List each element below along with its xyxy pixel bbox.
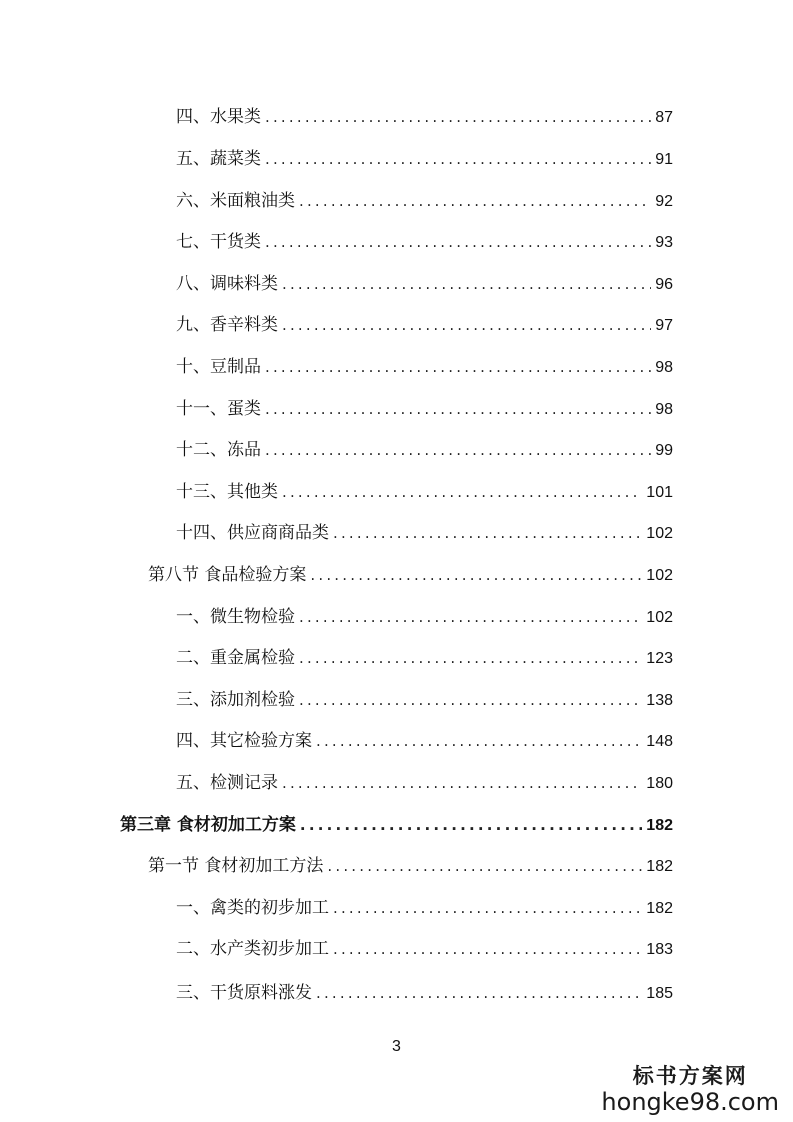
toc-entry-page: 98 [655, 401, 673, 418]
toc-leader-dots [299, 689, 642, 711]
toc-entry-label: 八、调味料类 [176, 274, 278, 294]
toc-section-entry[interactable] [148, 855, 673, 878]
toc-entry-label: 六、米面粮油类 [176, 191, 295, 211]
toc-leader-dots [265, 148, 651, 170]
toc-leader-dots [282, 314, 651, 336]
toc-entry[interactable] [176, 647, 673, 670]
toc-entry[interactable] [176, 439, 673, 462]
toc-entry[interactable] [176, 106, 673, 129]
toc-entry[interactable] [176, 730, 673, 753]
toc-entry[interactable] [176, 398, 673, 421]
toc-entry-label: 第八节 食品检验方案 [148, 565, 307, 585]
toc-entry[interactable] [176, 689, 673, 712]
toc-entry[interactable] [176, 190, 673, 213]
toc-leader-dots [333, 897, 642, 919]
toc-entry-page: 101 [646, 484, 673, 501]
toc-entry[interactable] [176, 982, 673, 1005]
toc-leader-dots [282, 772, 642, 794]
toc-entry-label: 十二、冻品 [176, 440, 261, 460]
toc-entry[interactable] [176, 772, 673, 795]
toc-section-entry[interactable] [148, 564, 673, 587]
toc-entry-page: 96 [655, 276, 673, 293]
toc-entry-page: 183 [646, 941, 673, 958]
toc-entry-label: 一、微生物检验 [176, 607, 295, 627]
toc-entry-label: 三、添加剂检验 [176, 690, 295, 710]
watermark-url: hongke98.com [601, 1088, 779, 1116]
toc-entry-page: 185 [646, 985, 673, 1002]
toc-entry-label: 七、干货类 [176, 232, 261, 252]
toc-entry[interactable] [176, 314, 673, 337]
toc-entry-page: 182 [646, 858, 673, 875]
site-watermark [601, 1060, 779, 1114]
toc-leader-dots [265, 106, 651, 128]
toc-entry-page: 99 [655, 442, 673, 459]
toc-leader-dots [333, 522, 642, 544]
toc-entry-label: 十一、蛋类 [176, 399, 261, 419]
toc-leader-dots [299, 190, 651, 212]
toc-leader-dots [265, 439, 651, 461]
toc-entry-label: 十四、供应商商品类 [176, 523, 329, 543]
toc-entry-label: 一、禽类的初步加工 [176, 898, 329, 918]
toc-entry-page: 138 [646, 692, 673, 709]
toc-entry-page: 148 [646, 733, 673, 750]
toc-entry-page: 102 [646, 609, 673, 626]
toc-leader-dots [265, 398, 651, 420]
toc-entry-label: 三、干货原料涨发 [176, 983, 312, 1003]
toc-leader-dots [282, 273, 651, 295]
toc-entry[interactable] [176, 273, 673, 296]
toc-entry-page: 91 [655, 151, 673, 168]
toc-leader-dots [265, 231, 651, 253]
toc-entry-label: 二、水产类初步加工 [176, 939, 329, 959]
toc-entry[interactable] [176, 938, 673, 961]
toc-entry-page: 182 [646, 900, 673, 917]
toc-entry-label: 十、豆制品 [176, 357, 261, 377]
toc-leader-dots [282, 481, 642, 503]
toc-entry[interactable] [176, 606, 673, 629]
toc-chapter-entry[interactable] [120, 814, 673, 837]
toc-entry-page: 97 [655, 317, 673, 334]
toc-leader-dots [333, 938, 642, 960]
toc-leader-dots [327, 855, 642, 877]
toc-entry-page: 102 [646, 567, 673, 584]
toc-entry-label: 第一节 食材初加工方法 [148, 856, 324, 876]
toc-entry-page: 92 [655, 193, 673, 210]
toc-entry-page: 180 [646, 775, 673, 792]
toc-entry-label: 二、重金属检验 [176, 648, 295, 668]
toc-entry-page: 87 [655, 109, 673, 126]
toc-entry-label: 四、水果类 [176, 107, 261, 127]
toc-leader-dots [265, 356, 651, 378]
toc-entry-label: 第三章 食材初加工方案 [120, 815, 296, 835]
page-number: 3 [392, 1038, 401, 1055]
toc-leader-dots [299, 606, 642, 628]
toc-leader-dots [310, 564, 642, 586]
toc-leader-dots [300, 814, 642, 836]
toc-leader-dots [316, 730, 642, 752]
toc-entry[interactable] [176, 897, 673, 920]
toc-entry[interactable] [176, 148, 673, 171]
toc-entry-label: 九、香辛料类 [176, 315, 278, 335]
toc-entry-page: 102 [646, 525, 673, 542]
watermark-name: 标书方案网 [632, 1063, 748, 1088]
toc-entry-label: 十三、其他类 [176, 482, 278, 502]
toc-entry-page: 123 [646, 650, 673, 667]
toc-entry-page: 98 [655, 359, 673, 376]
toc-entry-label: 五、蔬菜类 [176, 149, 261, 169]
toc-entry-label: 四、其它检验方案 [176, 731, 312, 751]
toc-entry-label: 五、检测记录 [176, 773, 278, 793]
toc-entry[interactable] [176, 522, 673, 545]
toc-leader-dots [316, 982, 642, 1004]
toc-entry[interactable] [176, 356, 673, 379]
toc-entry[interactable] [176, 231, 673, 254]
toc-entry-page: 93 [655, 234, 673, 251]
toc-entry[interactable] [176, 481, 673, 504]
toc-entry-page: 182 [646, 817, 673, 834]
toc-leader-dots [299, 647, 642, 669]
